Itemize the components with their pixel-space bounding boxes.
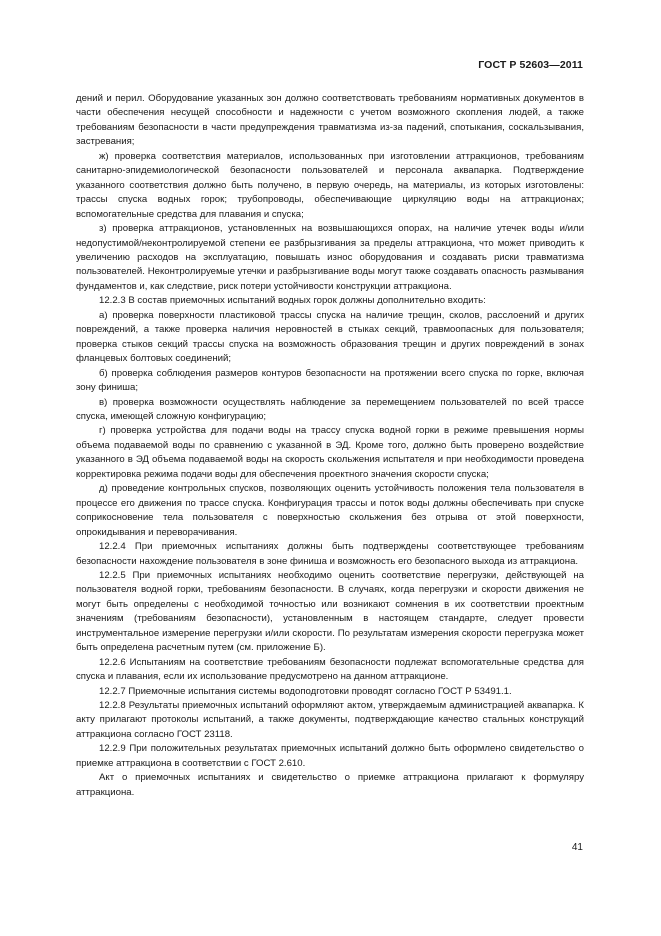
paragraph-item-v: в) проверка возможности осуществлять наблюдение за перемещением пользователей по всей трассе спуска, имеющей сложную конфигурацию; <box>76 396 584 422</box>
paragraph-12-2-6: 12.2.6 Испытаниям на соответствие требованиям безопасности подлежат вспомогательные средства для спуска и плавания, если их использование предусмотрено на данном аттракционе. <box>76 656 584 683</box>
paragraph-act-attachment: Акт о приемочных испытаниях и свидетельство о приемке аттракциона прилагают к формуляру аттракциона. <box>76 772 584 798</box>
paragraph-item-d: д) проведение контрольных спусков, позволяющих оценить устойчивость положения тела пользователя в процессе его движения по трассе спуска. Конфигурация трассы и поток воды должны обеспечивать при спуске соприкосновение тела пользователя с поверхностью скольжения без отрыва от этой поверхности, опрокидывания и переворачивания. <box>76 483 584 538</box>
paragraph-item-a: а) проверка поверхности пластиковой трассы спуска на наличие трещин, сколов, расслоений и других повреждений, а также проверка наличия неровностей в стыках секций, травмоопасных для пользователя; проверка стыков секций трассы спуска на возможность образования трещин и других повреждений в зонах фланцевых болтовых соединений; <box>76 309 584 365</box>
paragraph-item-b: б) проверка соблюдения размеров контуров безопасности на протяжении всего спуска по горке, включая зону финиша; <box>76 367 584 394</box>
paragraph-12-2-9: 12.2.9 При положительных результатах приемочных испытаний должно быть оформлено свидетельство о приемке аттракциона в соответствии с ГОСТ 2.610. <box>76 743 584 769</box>
paragraph-item-zh: ж) проверка соответствия материалов, использованных при изготовлении аттракционов, требованиям санитарно-эпидемиологической безопасности пользователей и персонала аквапарка. Подтверждение указанного соответствия должно быть получено, в первую очередь, на материалы, из которых изготовлены: трассы спуска водных горок; трубопроводы, обеспечивающие циркуляцию воды на аттракционах; вспомогательные средства для плавания и спуска; <box>76 150 584 220</box>
paragraph-12-2-3: 12.2.3 В состав приемочных испытаний водных горок должны дополнительно входить: <box>99 295 486 307</box>
paragraph-continuation: дений и перил. Оборудование указанных зон должно соответствовать требованиям нормативных документов в части обеспечения несущей способности и надежности с учетом возможного скопления людей, а также требованиям безопасности в части предупреждения травматизма из-за падений, спотыкания, соскальзывания, застревания; <box>76 93 584 148</box>
document-body <box>76 92 584 800</box>
paragraph-12-2-8: 12.2.8 Результаты приемочных испытаний оформляют актом, утверждаемым администрацией аквапарка. К акту прилагают протоколы испытаний, а также документы, подтверждающие качество стальных конструкций аттракциона согласно ГОСТ 23118. <box>76 700 584 740</box>
page-number: 41 <box>571 842 583 853</box>
document-code-header: ГОСТ Р 52603—2011 <box>478 59 583 71</box>
paragraph-12-2-7: 12.2.7 Приемочные испытания системы водоподготовки проводят согласно ГОСТ Р 53491.1. <box>99 685 512 697</box>
paragraph-12-2-4: 12.2.4 При приемочных испытаниях должны быть подтверждены соответствующее требованиям безопасности нахождение пользователя в зоне финиша и возможность его безопасного выхода из аттракциона. <box>76 541 584 567</box>
paragraph-item-z: з) проверка аттракционов, установленных на возвышающихся опорах, на наличие утечек воды и/или недопустимой/неконтролируемой степени ее разбрызгивания за пределы аттракциона, что может приводить к увеличению расходов на эксплуатацию, повышать износ оборудования и создавать риски травматизма пользователей. Неконтролируемые утечки и разбрызгивание воды могут также создавать опасность размывания фундаментов и, как следствие, риск потери устойчивости конструкции аттракциона. <box>76 223 584 292</box>
paragraph-item-g: г) проверка устройства для подачи воды на трассу спуска водной горки в режиме превышения нормы объема подаваемой воды по сравнению с указанной в ЭД. Кроме того, должно быть проверено воздействие указанного в ЭД объема подаваемой воды на скорость скольжения испытателя и при необходимости проведена корректировка режима подачи воды для обеспечения проектного значения скорости спуска; <box>76 425 584 480</box>
paragraph-12-2-5: 12.2.5 При приемочных испытаниях необходимо оценить соответствие перегрузки, действующей на пользователя водной горки, требованиям безопасности. В случаях, когда перегрузки и скорости движения не могут быть определены с необходимой точностью или возникают сомнения в их соответствии проектным значениям (требованиям безопасности), установленным в настоящем стандарте, следует провести инструментальное измерение перегрузки и/или скорости. По результатам измерения скорости перегрузка может быть определена расчетным путем (см. приложение Б). <box>76 569 584 654</box>
